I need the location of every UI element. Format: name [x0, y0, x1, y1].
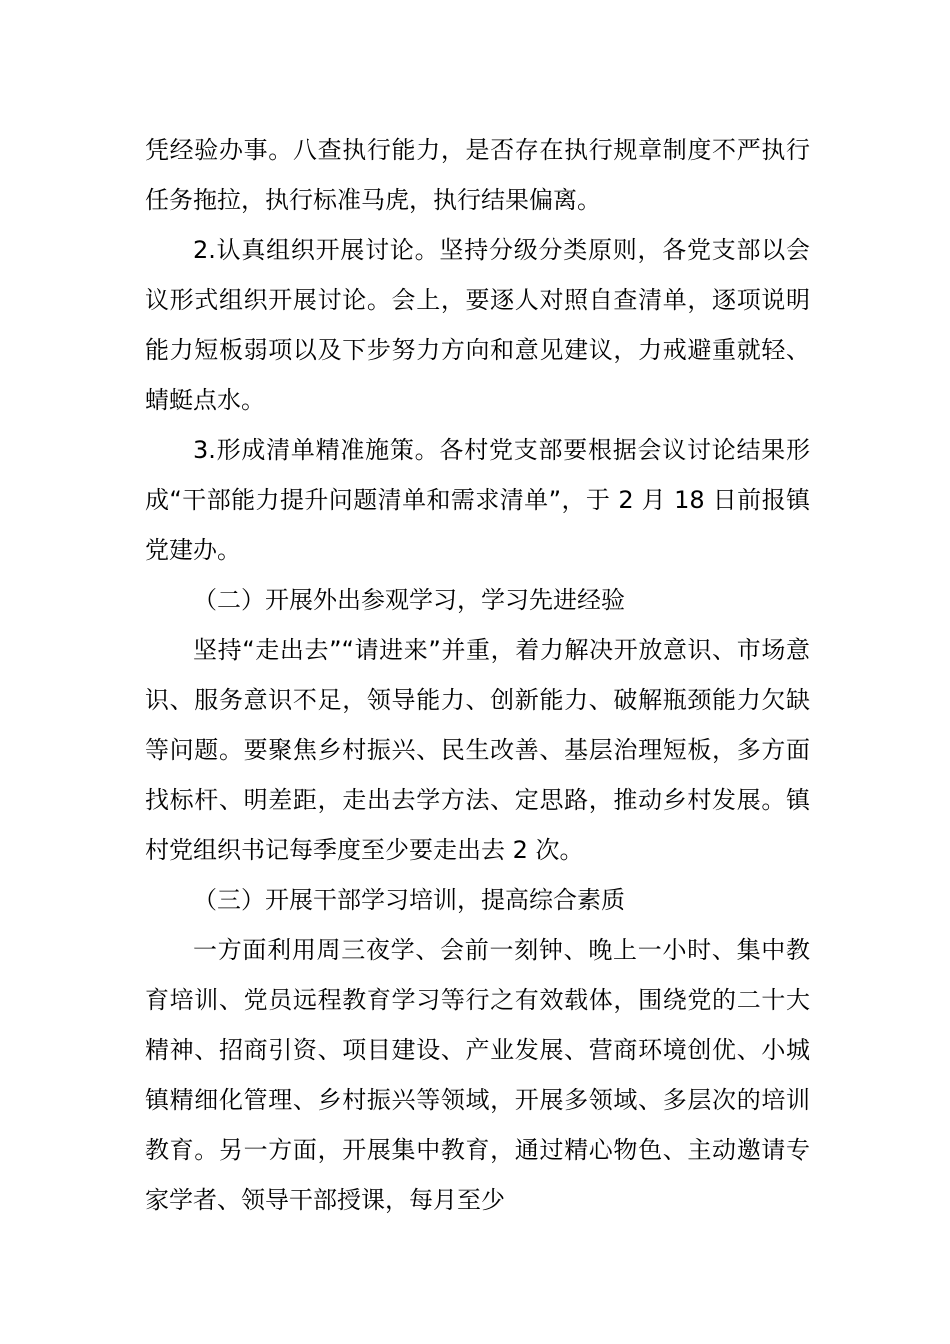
document-body — [145, 125, 810, 1225]
paragraph-continuation: 凭经验办事。八查执行能力，是否存在执行规章制度不严执行任务拖拉，执行标准马虎，执行结果偏离。 — [145, 136, 810, 214]
paragraph-section-2: 坚持“走出去”“请进来”并重，着力解决开放意识、市场意识、服务意识不足，领导能力、创新能力、破解瓶颈能力欠缺等问题。要聚焦乡村振兴、民生改善、基层治理短板，多方面找标杆、明差距，走出去学方法、定思路，推动乡村发展。镇村党组织书记每季度至少要走出去 2 次。 — [145, 636, 810, 864]
section-heading-2: （二）开展外出参观学习，学习先进经验 — [193, 586, 625, 614]
paragraph-section-3: 一方面利用周三夜学、会前一刻钟、晚上一小时、集中教育培训、党员远程教育学习等行之有效载体，围绕党的二十大精神、招商引资、项目建设、产业发展、营商环境创优、小城镇精细化管理、乡村振兴等领域，开展多领域、多层次的培训教育。另一方面，开展集中教育，通过精心物色、主动邀请专家学者、领导干部授课，每月至少 — [145, 936, 810, 1214]
section-heading-3: （三）开展干部学习培训，提高综合素质 — [193, 886, 625, 914]
paragraph-item-2: 2.认真组织开展讨论。坚持分级分类原则，各党支部以会议形式组织开展讨论。会上，要逐人对照自查清单，逐项说明能力短板弱项以及下步努力方向和意见建议，力戒避重就轻、蜻蜓点水。 — [145, 236, 810, 414]
paragraph-item-3: 3.形成清单精准施策。各村党支部要根据会议讨论结果形成“干部能力提升问题清单和需求清单”，于 2 月 18 日前报镇党建办。 — [145, 436, 810, 564]
